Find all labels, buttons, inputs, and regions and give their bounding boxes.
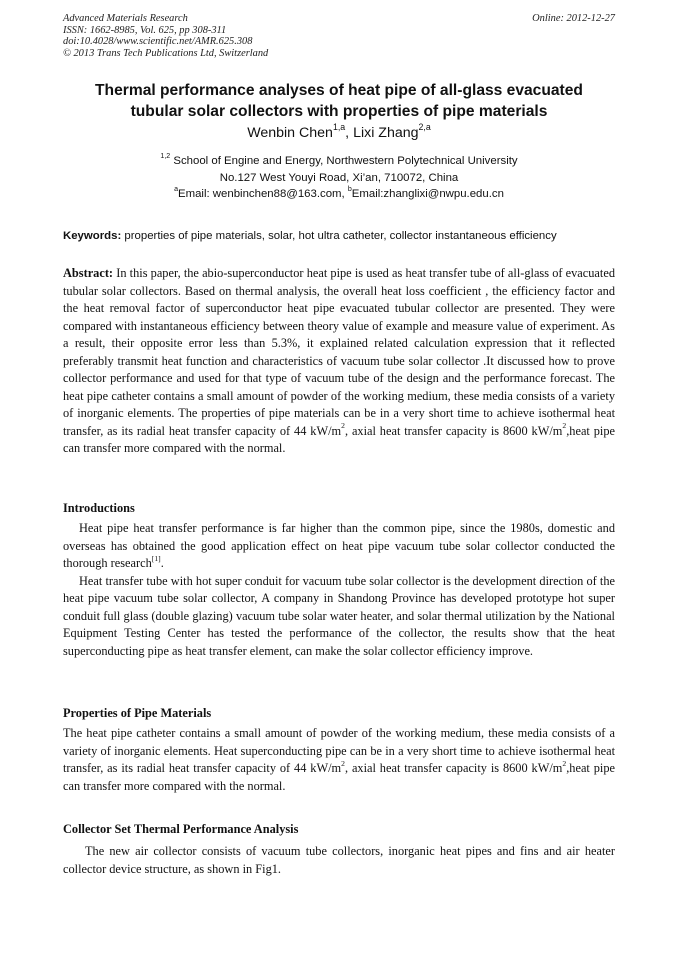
- keywords-label: Keywords:: [63, 230, 122, 242]
- email-b[interactable]: Email:zhanglixi@nwpu.edu.cn: [351, 188, 504, 200]
- title-line-1: Thermal performance analyses of heat pipe of all-glass evacuated: [95, 82, 583, 99]
- affiliation-block: [40, 153, 638, 203]
- author-2-name: Lixi Zhang: [353, 125, 419, 141]
- properties-text-2: , axial heat transfer capacity is 8600 kW/m: [344, 761, 563, 775]
- abstract-label: Abstract:: [63, 266, 114, 280]
- introductions-paragraph-1: [63, 520, 615, 573]
- abstract-text-2: , axial heat transfer capacity is 8600 kW/m: [344, 423, 563, 438]
- title-line-2: tubular solar collectors with properties of pipe materials: [130, 103, 548, 120]
- introductions-paragraph-2: Heat transfer tube with hot super conduit for vacuum tube solar collector is the development direction of the heat pipe vacuum tube solar collector, A company in Shandong Province has developed prototype hot super conduit full glass (double glazing) vacuum tube solar water heater, and solar thermal utilization by the National Equipment Testing Center has tested the performance of the collector, the results show that the heat superconducting pipe as heat transfer element, can make the solar collector efficiency improve.: [63, 573, 615, 658]
- properties-text-1: The heat pipe catheter contains a small amount of powder of the working medium, these media consists of a variety of inorganic elements. Heat superconducting pipe can be in a very short time to achieve isothermal heat transfer, as its radial heat transfer capacity of 44 kW/m: [63, 726, 615, 775]
- journal-header: [63, 13, 268, 59]
- citation-ref[interactable]: [1]: [151, 553, 161, 563]
- journal-copyright: © 2013 Trans Tech Publications Ltd, Switzerland: [63, 47, 269, 59]
- author-1-name: Wenbin Chen: [247, 125, 333, 141]
- author-separator: ,: [345, 125, 354, 141]
- abstract: [63, 265, 615, 458]
- email-a-mark: a: [174, 186, 178, 194]
- abstract-text-3: ,heat pipe can transfer more compared with the normal.: [63, 423, 615, 455]
- properties-sup-2: 2: [562, 758, 567, 768]
- affiliation-emails: [40, 186, 638, 203]
- paper-title: [40, 80, 638, 122]
- keywords: [63, 229, 623, 244]
- affiliation-line-1: [40, 153, 638, 170]
- abstract-sup-1: 2: [341, 421, 345, 431]
- properties-paragraph: [63, 725, 615, 795]
- introductions-heading: Introductions: [63, 501, 135, 515]
- collector-heading: Collector Set Thermal Performance Analysis: [63, 822, 299, 836]
- affiliation-mark: 1,2: [160, 153, 171, 161]
- abstract-text-1: In this paper, the abio-superconductor heat pipe is used as heat transfer tube of all-glass of evacuated tubular solar collectors. Based on thermal analysis, the overall heat loss coefficient , the efficiency factor and the heat removal factor of superconductor heat pipe evacuated tubular collector are presented. They were compared with instantaneous efficiency between theory value of example and measure value of experiment. As a result, their opposite error less than 5.3%, it explained related calculation expression that it reflected preferably transmit heat function and characteristics of vacuum tube solar collector .It discussed how to prove collector performance and used for that type of vacuum tube of the design and the performance forecast. The heat pipe catheter contains a small amount of powder of the working medium, these media consists of a variety of inorganic elements. The properties of pipe materials can be in a very short time to achieve isothermal heat transfer, as its radial heat transfer capacity of 44 kW/m: [63, 266, 615, 438]
- properties-heading: Properties of Pipe Materials: [63, 706, 212, 720]
- author-1-affiliation-mark: 1,a: [332, 121, 346, 132]
- journal-doi[interactable]: doi:10.4028/www.scientific.net/AMR.625.308: [63, 36, 253, 48]
- introductions-body: [63, 520, 615, 660]
- properties-text-3: ,heat pipe can transfer more compared with the normal.: [63, 761, 615, 793]
- online-date: Online: 2012-12-27: [532, 13, 615, 24]
- properties-sup-1: 2: [341, 758, 345, 768]
- abstract-paragraph: [63, 265, 615, 458]
- affiliation-address: No.127 West Youyi Road, Xi’an, 710072, China: [219, 171, 459, 184]
- collector-paragraph-1: The new air collector consists of vacuum tube collectors, inorganic heat pipes and fins and air heater collector device structure, as shown in Fig1.: [63, 844, 615, 876]
- properties-body: [63, 725, 615, 795]
- intro-p1-end: .: [160, 556, 164, 570]
- author-list: [40, 121, 638, 142]
- journal-name: Advanced Materials Research: [63, 13, 188, 24]
- author-2-affiliation-mark: 2,a: [418, 121, 431, 132]
- keywords-text: properties of pipe materials, solar, hot ultra catheter, collector instantaneous efficiency: [121, 230, 557, 242]
- email-a[interactable]: Email: wenbinchen88@163.com,: [178, 188, 348, 200]
- intro-p1-text: Heat pipe heat transfer performance is far higher than the common pipe, since the 1980s, domestic and overseas has obtained the good application effect on heat pipe vacuum tube solar collector conducted the thorough research: [63, 521, 615, 570]
- email-b-mark: b: [347, 186, 352, 194]
- abstract-sup-2: 2: [562, 421, 567, 431]
- collector-body: [63, 843, 615, 878]
- journal-issn: ISSN: 1662-8985, Vol. 625, pp 308-311: [63, 24, 227, 36]
- affiliation-institution: School of Engine and Energy, Northwestern Polytechnical University: [170, 155, 518, 167]
